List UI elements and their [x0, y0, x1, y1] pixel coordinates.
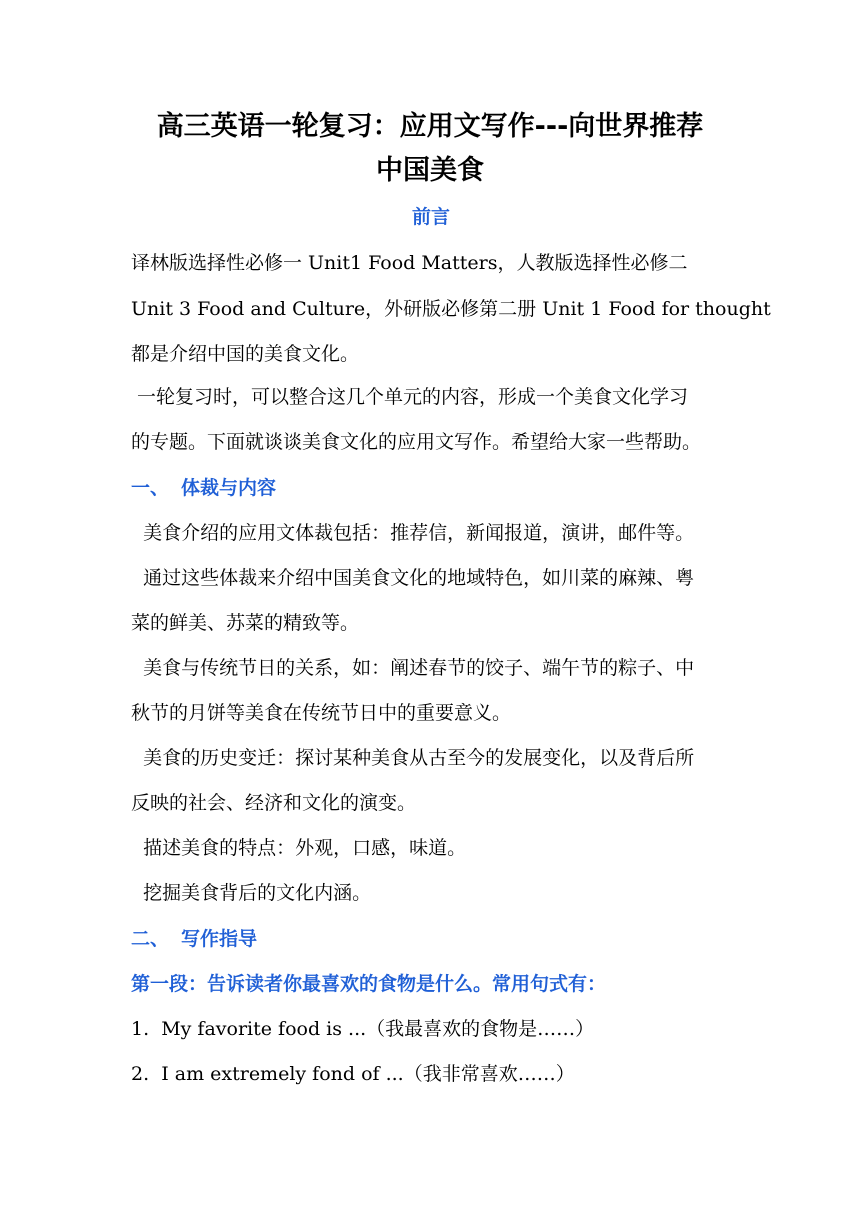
section2-label: 写作指导	[181, 928, 258, 950]
section1-line: 菜的鲜美、苏菜的精致等。	[131, 612, 360, 634]
document-title-line1: 高三英语一轮复习：应用文写作---向世界推荐	[156, 111, 704, 142]
preface-line: 都是介绍中国的美食文化。	[131, 343, 360, 365]
sentence-pattern: 1. My favorite food is ...（我最喜欢的食物是……）	[131, 1018, 595, 1040]
section1-label: 体裁与内容	[181, 477, 277, 499]
preface-heading: 前言	[411, 206, 450, 228]
section1-line: 秋节的月饼等美食在传统节日中的重要意义。	[131, 702, 512, 724]
section1-line: 反映的社会、经济和文化的演变。	[131, 792, 417, 814]
preface-line: Unit 3 Food and Culture，外研版必修第二册 Unit 1 Food for thought	[131, 298, 771, 320]
section1-line: 挖掘美食背后的文化内涵。	[131, 882, 372, 904]
section1-number: 一、	[131, 477, 170, 499]
section1-line: 美食介绍的应用文体裁包括：推荐信，新闻报道，演讲，邮件等。	[131, 522, 695, 544]
section1-line: 描述美食的特点：外观，口感，味道。	[131, 837, 467, 859]
paragraph1-heading: 第一段：告诉读者你最喜欢的食物是什么。常用句式有：	[131, 973, 607, 995]
section1-heading	[131, 476, 276, 500]
section1-line: 美食的历史变迁：探讨某种美食从古至今的发展变化，以及背后所	[131, 747, 695, 769]
preface-line: 译林版选择性必修一 Unit1 Food Matters，人教版选择性必修二	[131, 252, 688, 274]
section2-number: 二、	[131, 928, 170, 950]
section1-line: 通过这些体裁来介绍中国美食文化的地域特色，如川菜的麻辣、粤	[131, 567, 695, 589]
preface-line: 的专题。下面就谈谈美食文化的应用文写作。希望给大家一些帮助。	[131, 431, 702, 453]
preface-line: 一轮复习时，可以整合这几个单元的内容，形成一个美食文化学习	[131, 386, 689, 408]
section2-heading	[131, 927, 257, 951]
section1-line: 美食与传统节日的关系，如：阐述春节的饺子、端午节的粽子、中	[131, 657, 695, 679]
document-title-line2: 中国美食	[376, 155, 484, 186]
sentence-pattern: 2. I am extremely fond of ...（我非常喜欢……）	[131, 1063, 575, 1085]
